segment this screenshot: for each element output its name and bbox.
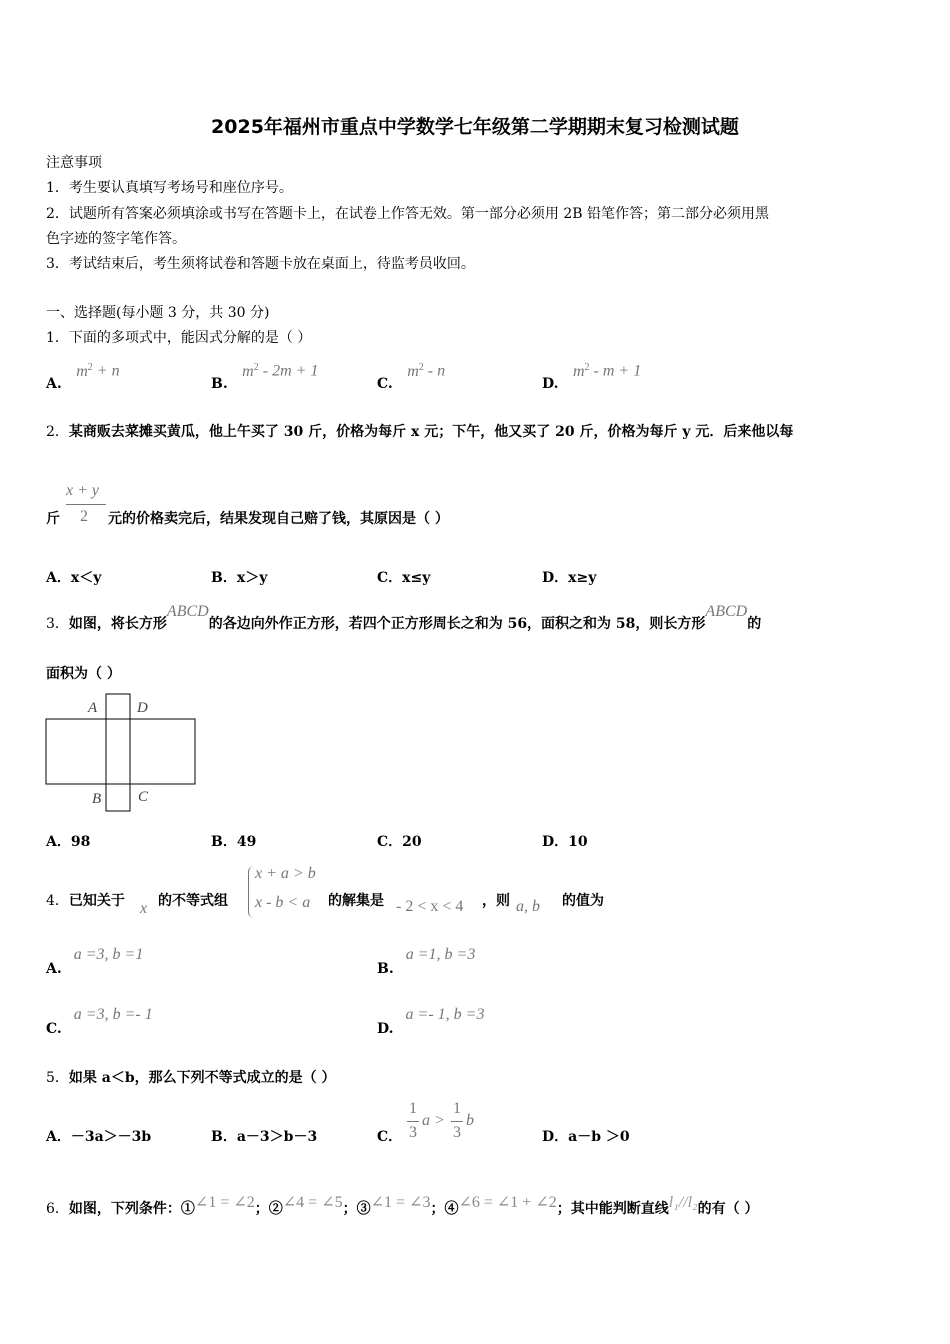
q4-option-d[interactable]: D.a =- 1, b =3 xyxy=(377,1006,485,1037)
system-brace xyxy=(248,866,255,918)
q3-line2: 面积为（ ） xyxy=(46,666,121,682)
q1-option-d[interactable]: D. $m^2 - m + 1$ xyxy=(542,362,642,392)
parallel-lines: l₁//l₂ xyxy=(668,1194,698,1211)
question-2 xyxy=(46,421,793,441)
question-5 xyxy=(46,1067,336,1087)
label-d: D xyxy=(137,700,148,716)
notice-item: 色字迹的签字笔作答。 xyxy=(46,231,186,247)
question-number: 1． xyxy=(46,330,69,346)
q5-option-a[interactable]: A．－3a＞－3b xyxy=(46,1129,152,1145)
question-text: 某商贩去菜摊买黄瓜，他上午买了 30 斤，价格为每斤 x 元；下午，他又买了 20 斤，价格为每斤 y 元．后来他以每 xyxy=(68,424,794,440)
question-text: 下面的多项式中，能因式分解的是（ ） xyxy=(68,330,312,346)
notice-item: 2．试题所有答案必须填涂或书写在答题卡上，在试卷上作答无效。第一部分必须用 2B 铅笔作答；第二部分必须用黑 xyxy=(46,206,769,222)
question-number: 6． xyxy=(46,1201,69,1217)
section-heading: 一、选择题(每小题 3 分，共 30 分) xyxy=(46,305,270,321)
q4-text-mid: 的不等式组 xyxy=(158,893,228,909)
q5-option-c[interactable]: C． 1 3 a > 1 3 b xyxy=(377,1100,474,1145)
condition-4: ∠6 = ∠1 + ∠2 xyxy=(458,1194,557,1211)
option-label: A. xyxy=(46,375,62,392)
question-number: 2． xyxy=(46,424,69,440)
q5-option-d[interactable]: D．a－b ＞0 xyxy=(542,1129,630,1145)
q4-option-a[interactable]: A.a =3, b =1 xyxy=(46,946,144,977)
rect-name: ABCD xyxy=(705,603,748,620)
label-c: C xyxy=(138,789,149,805)
q2-line2-post: 元的价格卖完后，结果发现自己赔了钱，其原因是（ ） xyxy=(108,511,449,527)
variables-ab: a, b xyxy=(516,898,540,915)
notice-item: 1．考生要认真填写考场号和座位序号。 xyxy=(46,180,293,196)
q4-option-b[interactable]: B.a =1, b =3 xyxy=(377,946,476,977)
q2-option-a[interactable]: A．x＜y xyxy=(46,570,102,586)
condition-3: ∠1 = ∠3 xyxy=(370,1194,431,1211)
q2-option-c[interactable]: C．x≤y xyxy=(377,570,431,586)
q2-option-d[interactable]: D．x≥y xyxy=(542,570,597,586)
question-4-pre: 4．已知关于 xyxy=(46,893,125,909)
question-1 xyxy=(46,327,311,347)
option-label: B. xyxy=(211,375,228,392)
q5-option-b[interactable]: B．a－3＞b－3 xyxy=(211,1129,318,1145)
question-number: 3． xyxy=(46,616,69,632)
q3-option-d[interactable]: D．10 xyxy=(542,834,588,850)
label-b: B xyxy=(92,791,102,807)
notice-item: 3．考试结束后，考生须将试卷和答题卡放在桌面上，待监考员收回。 xyxy=(46,256,475,272)
variable-x: x xyxy=(140,900,148,917)
q2-line2-pre: 斤 xyxy=(46,511,60,527)
page-title: 2025年福州市重点中学数学七年级第二学期期末复习检测试题 xyxy=(211,116,739,138)
fraction-denominator: 2 xyxy=(80,508,88,525)
inequality-2: x - b < a xyxy=(255,894,311,911)
question-6: 6．如图，下列条件：①∠1 = ∠2；②∠4 = ∠5；③∠1 = ∠3；④∠6 = ∠1 + ∠2；其中能判断直线l₁//l₂的有（ ） xyxy=(46,1194,759,1217)
label-a: A xyxy=(88,700,98,716)
fraction-numerator: x + y xyxy=(66,482,99,499)
question-text: 如果 a＜b，那么下列不等式成立的是（ ） xyxy=(68,1070,336,1086)
q4-option-c[interactable]: C.a =3, b =- 1 xyxy=(46,1006,153,1037)
q2-option-b[interactable]: B．x＞y xyxy=(211,570,268,586)
question-3: 3．如图，将长方形ABCD的各边向外作正方形，若四个正方形周长之和为 56，面积之和为 58，则长方形ABCD的 xyxy=(46,603,762,632)
option-label: D. xyxy=(542,375,559,392)
fraction-bar xyxy=(66,504,106,505)
condition-2: ∠4 = ∠5 xyxy=(282,1194,343,1211)
q4-text-post: 的值为 xyxy=(562,893,604,909)
q4-text-mid3: ，则 xyxy=(482,893,510,909)
rectangle-figure xyxy=(40,690,210,820)
inequality-1: x + a > b xyxy=(255,865,316,882)
rect-name: ABCD xyxy=(166,603,209,620)
question-number: 4． xyxy=(46,893,69,909)
q3-option-b[interactable]: B．49 xyxy=(211,834,257,850)
q1-option-c[interactable]: C. $m^2$ - n xyxy=(377,362,446,392)
q1-option-b[interactable]: B. $m^2 - 2m + 1$ xyxy=(211,362,319,392)
condition-1: ∠1 = ∠2 xyxy=(194,1194,255,1211)
option-label: C. xyxy=(377,375,393,392)
question-number: 5． xyxy=(46,1070,69,1086)
q3-option-c[interactable]: C．20 xyxy=(377,834,422,850)
notice-heading: 注意事项 xyxy=(46,155,102,171)
q1-option-a[interactable]: A. $m^2 + n$ xyxy=(46,362,120,392)
q3-option-a[interactable]: A．98 xyxy=(46,834,91,850)
q4-text-mid2: 的解集是 xyxy=(328,893,384,909)
solution-set: - 2 < x < 4 xyxy=(396,898,464,915)
